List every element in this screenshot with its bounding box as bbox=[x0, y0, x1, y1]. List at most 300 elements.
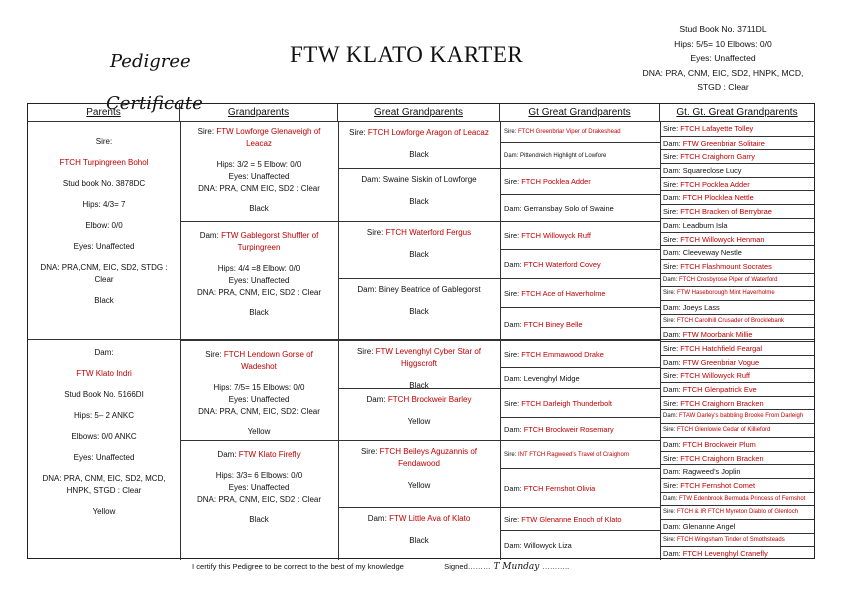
gt-great-grandparent-label: Sire: bbox=[504, 177, 520, 186]
gt-gt-great-grandparent-name-line bbox=[663, 247, 742, 258]
grandparent-label: Dam: bbox=[199, 231, 219, 240]
grandparent-eyes: Eyes: Unaffected bbox=[228, 276, 290, 285]
gt-great-grandparent-name-line bbox=[504, 319, 582, 331]
dna-status: DNA: PRA, CNM, EIC, SD2, HNPK, MCD, bbox=[642, 67, 804, 78]
gt-gt-great-grandparent-name: FTW Greenbriar Vogue bbox=[682, 357, 760, 367]
gt-great-grandparent-label: Dam: bbox=[504, 153, 519, 159]
parent-sire bbox=[28, 122, 180, 339]
column-header-great-grandparents: Great Grandparents bbox=[338, 104, 500, 121]
sire-label: Sire: bbox=[95, 137, 113, 146]
sire-dna-continued: Clear bbox=[94, 275, 114, 284]
gt-great-grandparent-cell bbox=[500, 142, 660, 168]
grandparent-name: FTW Gablegorst Shuffler of bbox=[221, 231, 319, 240]
great-grandparent-cell bbox=[338, 168, 500, 221]
gt-great-grandparent-name-line bbox=[504, 259, 601, 271]
grandparent-hips: Hips: 4/4 =8 Elbow: 0/0 bbox=[217, 264, 301, 273]
gt-gt-great-grandparent-name-line bbox=[663, 288, 775, 299]
gt-gt-great-grandparent-name: FTCH Craighorn Bracken bbox=[680, 398, 764, 408]
gt-great-grandparent-name-line bbox=[504, 203, 614, 215]
gt-gt-great-grandparent-name: Squareclose Lucy bbox=[682, 166, 742, 176]
gt-great-grandparent-cell bbox=[500, 530, 660, 560]
great-grandparent-name: Swaine Siskin of Lowforge bbox=[382, 175, 477, 184]
grandparent-hips: Hips: 3/2 = 5 Elbow: 0/0 bbox=[216, 160, 302, 169]
grandparent-hips: Hips: 3/3= 6 Elbows: 0/0 bbox=[215, 471, 303, 480]
gt-gt-great-grandparent-name: Joeys Lass bbox=[682, 302, 720, 312]
gt-gt-great-grandparent-label: Dam: bbox=[663, 138, 681, 148]
gt-great-grandparent-cell bbox=[500, 168, 660, 194]
gt-great-grandparent-name: FTCH Greenbriar Viper of Drakeshead bbox=[518, 129, 621, 135]
gt-gt-great-grandparent-label: Dam: bbox=[663, 248, 681, 258]
dam-label: Dam: bbox=[94, 348, 114, 357]
gt-gt-great-grandparent-label: Dam: bbox=[663, 549, 681, 559]
gt-gt-great-grandparent-name: FTCH Flashmount Socrates bbox=[680, 261, 772, 271]
great-grandparent-label: Dam: bbox=[357, 285, 377, 294]
column-divider bbox=[660, 121, 661, 560]
gt-great-grandparent-name-line bbox=[504, 126, 621, 138]
great-grandparent-name-line bbox=[338, 394, 500, 406]
great-grandparent-cell bbox=[338, 507, 500, 560]
gt-great-grandparent-cell bbox=[500, 194, 660, 221]
gt-gt-great-grandparent-name: FTCH Craighorn Garry bbox=[680, 152, 756, 162]
gt-gt-great-grandparent-cell bbox=[660, 423, 814, 437]
gt-great-grandparent-label: Dam: bbox=[504, 424, 522, 434]
gt-great-grandparent-label: Sire: bbox=[504, 129, 517, 135]
grandparent-color: Black bbox=[249, 515, 269, 524]
certify-statement: I certify this Pedigree to be correct to the best of my knowledge bbox=[192, 562, 404, 571]
gt-great-grandparent-name: Levenghyl Midge bbox=[523, 373, 580, 383]
sire-name: FTCH Turpingreen Bohol bbox=[59, 158, 149, 167]
gt-gt-great-grandparents-column bbox=[660, 122, 814, 560]
gt-gt-great-grandparent-name: FTCH Glenlowie Cedar of Killieford bbox=[677, 427, 771, 434]
dam-dna-continued: HNPK, STGD : Clear bbox=[66, 486, 142, 495]
great-grandparent-label: Dam: bbox=[366, 395, 386, 404]
gt-gt-great-grandparent-label: Dam: bbox=[663, 439, 681, 449]
gt-gt-great-grandparent-cell bbox=[660, 355, 814, 369]
gt-gt-great-grandparent-name: FTW Haseborough Mint Haverholme bbox=[677, 290, 775, 297]
dam-stud-book: Stud Book No. 5166DI bbox=[64, 390, 144, 399]
grandparent-dna: DNA: PRA, CNM, EIC, SD2 : Clear bbox=[196, 288, 322, 297]
gt-great-grandparent-name-line bbox=[504, 424, 614, 436]
gt-gt-great-grandparent-label: Sire: bbox=[663, 427, 676, 434]
gt-great-grandparent-name: FTCH Pocklea Adder bbox=[521, 177, 591, 186]
gt-great-grandparent-label: Sire: bbox=[504, 514, 520, 524]
grandparent-label: Sire: bbox=[205, 350, 222, 359]
dam-eyes: Eyes: Unaffected bbox=[73, 453, 135, 462]
gt-gt-great-grandparent-name-line bbox=[663, 220, 728, 231]
great-grandparent-label: Sire: bbox=[366, 228, 384, 237]
gt-gt-great-grandparent-name-line bbox=[663, 275, 778, 286]
gt-gt-great-grandparent-cell bbox=[660, 300, 814, 314]
great-grandparent-label: Dam: bbox=[361, 175, 381, 184]
gt-gt-great-grandparent-cell bbox=[660, 409, 814, 423]
signed-label: Signed……… bbox=[444, 562, 491, 571]
gt-gt-great-grandparent-label: Dam: bbox=[663, 413, 678, 420]
gt-gt-great-grandparent-cell bbox=[660, 437, 814, 451]
certificate-word-certificate: Certificate bbox=[106, 93, 203, 114]
gt-gt-great-grandparent-label: Sire: bbox=[663, 453, 679, 463]
great-grandparent-color: Black bbox=[409, 381, 429, 390]
gt-gt-great-grandparent-label: Sire: bbox=[663, 152, 679, 162]
dog-name-title: FTW KLATO KARTER bbox=[290, 42, 524, 67]
great-grandparent-name-continued: Fendawood bbox=[398, 459, 440, 468]
sire-elbow: Elbow: 0/0 bbox=[85, 221, 123, 230]
gt-gt-great-grandparent-name-line bbox=[663, 179, 750, 190]
gt-gt-great-grandparent-label: Sire: bbox=[663, 207, 679, 217]
gt-gt-great-grandparent-label: Dam: bbox=[663, 385, 681, 395]
grandparent-color: Yellow bbox=[247, 427, 271, 436]
gt-gt-great-grandparent-name: FTCH Hatchfield Feargal bbox=[680, 344, 762, 353]
gt-great-grandparent-name: FTCH Ace of Haverholme bbox=[521, 288, 606, 298]
gt-gt-great-grandparent-cell bbox=[660, 492, 814, 506]
gt-gt-great-grandparent-name: FTW Moorbank Millie bbox=[682, 330, 753, 340]
gt-gt-great-grandparent-name-line bbox=[663, 453, 764, 464]
gt-gt-great-grandparent-name: FTCH Pocklea Adder bbox=[680, 179, 750, 189]
gt-gt-great-grandparent-name-line bbox=[663, 206, 772, 217]
great-grandparent-color: Black bbox=[409, 197, 429, 206]
gt-great-grandparent-label: Dam: bbox=[504, 259, 522, 269]
gt-gt-great-grandparent-name: FTCH Willowyck Henman bbox=[680, 234, 765, 244]
gt-gt-great-grandparent-label: Sire: bbox=[663, 179, 679, 189]
gt-gt-great-grandparent-name: Glenanne Angel bbox=[682, 521, 736, 531]
grandparent-name: FTCH Lendown Gorse of bbox=[223, 350, 313, 359]
gt-great-grandparent-cell bbox=[500, 507, 660, 530]
gt-gt-great-grandparent-cell bbox=[660, 505, 814, 519]
gt-gt-great-grandparent-name: FTCH Levenghyl Cranefly bbox=[682, 549, 768, 559]
gt-great-grandparent-name-line bbox=[504, 514, 622, 526]
gt-great-grandparent-name-line bbox=[504, 373, 580, 385]
stud-book-number: Stud Book No. 3711DL bbox=[679, 24, 767, 34]
gt-gt-great-grandparent-name: FTCH Plocklea Nettle bbox=[682, 193, 754, 203]
gt-gt-great-grandparent-name: Cleeveway Nestle bbox=[682, 248, 742, 258]
great-grandparent-name-line bbox=[338, 513, 500, 525]
gt-gt-great-grandparent-cell bbox=[660, 163, 814, 177]
great-grandparent-name: FTW Little Ava of Klato bbox=[389, 514, 471, 523]
gt-gt-great-grandparent-cell bbox=[660, 382, 814, 396]
gt-great-grandparent-name-line bbox=[504, 483, 595, 495]
gt-gt-great-grandparent-cell bbox=[660, 218, 814, 232]
gt-great-grandparent-name: INT FTCH Ragweed’s Travel of Craighorn bbox=[518, 452, 630, 458]
gt-gt-great-grandparent-name: FTW Edenbrook Bermuda Princess of Fernshot bbox=[679, 495, 806, 502]
subject-health-summary bbox=[628, 22, 818, 95]
gt-gt-great-grandparent-name: FTCH Glenpatrick Eve bbox=[682, 385, 757, 395]
gt-great-grandparent-label: Sire: bbox=[504, 349, 520, 359]
dam-hips: Hips: 5– 2 ANKC bbox=[73, 411, 135, 420]
sire-eyes: Eyes: Unaffected bbox=[73, 242, 135, 251]
gt-gt-great-grandparent-label: Dam: bbox=[663, 220, 681, 230]
grandparent-label: Sire: bbox=[197, 127, 215, 136]
column-header-gt-gt-great-grandparents: Gt. Gt. Great Grandparents bbox=[676, 107, 798, 118]
great-grandparent-color: Black bbox=[409, 307, 429, 316]
hips-elbows: Hips: 5/5= 10 Elbows: 0/0 bbox=[674, 38, 772, 49]
certification-footer bbox=[192, 562, 569, 572]
gt-gt-great-grandparent-label: Sire: bbox=[663, 344, 679, 353]
gt-gt-great-grandparent-name: FTCH & IR FTCH Myreton Diablo of Glenloch bbox=[677, 509, 799, 516]
gt-great-grandparent-name: Pittendreich Highlight of Lowfore bbox=[520, 153, 607, 159]
gt-gt-great-grandparent-name-line bbox=[663, 480, 755, 491]
gt-gt-great-grandparent-name-line bbox=[663, 316, 784, 327]
gt-gt-great-grandparent-name-line bbox=[663, 411, 803, 422]
gt-gt-great-grandparent-label: Sire: bbox=[663, 398, 679, 408]
gt-great-grandparent-name: FTW Glenanne Enoch of Klato bbox=[521, 514, 622, 524]
gt-great-grandparent-name: FTCH Darleigh Thunderbolt bbox=[521, 398, 612, 408]
grandparent-name-line bbox=[180, 449, 338, 461]
great-grandparent-color: Black bbox=[409, 536, 429, 545]
gt-gt-great-grandparent-cell bbox=[660, 368, 814, 382]
gt-gt-great-grandparent-name: FTCH Craighorn Bracken bbox=[680, 453, 764, 463]
gt-gt-great-grandparent-name: FTCH Brockweir Plum bbox=[682, 439, 756, 449]
signature: T Munday bbox=[490, 562, 543, 572]
gt-gt-great-grandparent-label: Sire: bbox=[663, 261, 679, 271]
grandparent-cell bbox=[180, 122, 338, 221]
great-grandparent-cell bbox=[338, 278, 500, 340]
gt-gt-great-grandparent-name-line bbox=[663, 425, 770, 436]
gt-gt-great-grandparent-name-line bbox=[663, 302, 720, 313]
sire-dam-divider bbox=[28, 339, 814, 340]
gt-gt-great-grandparent-name-line bbox=[663, 548, 768, 559]
gt-gt-great-grandparent-name-line bbox=[663, 165, 741, 176]
gt-gt-great-grandparent-name-line bbox=[663, 357, 759, 368]
gt-gt-great-grandparent-cell bbox=[660, 136, 814, 150]
dam-elbows: Elbows: 0/0 ANKC bbox=[71, 432, 137, 441]
gt-gt-great-grandparent-cell bbox=[660, 122, 814, 136]
column-divider bbox=[180, 121, 181, 560]
great-grandparent-name: FTW Levenghyl Cyber Star of bbox=[375, 347, 482, 356]
gt-gt-great-grandparent-cell bbox=[660, 396, 814, 410]
grandparent-eyes: Eyes: Unaffected bbox=[228, 483, 290, 492]
gt-gt-great-grandparent-cell bbox=[660, 341, 814, 355]
column-header-grandparents: Grandparents bbox=[180, 104, 338, 121]
great-grandparent-cell bbox=[338, 221, 500, 278]
gt-gt-great-grandparent-cell bbox=[660, 519, 814, 533]
certificate-word-pedigree: Pedigree bbox=[110, 51, 191, 72]
gt-great-grandparent-label: Sire: bbox=[504, 288, 520, 298]
gt-gt-great-grandparent-name-line bbox=[663, 234, 764, 245]
grandparent-name-continued: Wadeshot bbox=[241, 362, 277, 371]
great-grandparent-cell bbox=[338, 440, 500, 507]
gt-great-grandparent-label: Dam: bbox=[504, 373, 522, 383]
gt-gt-great-grandparent-label: Dam: bbox=[663, 276, 678, 283]
great-grandparent-color: Black bbox=[409, 250, 429, 259]
sire-hips: Hips: 4/3= 7 bbox=[82, 200, 126, 209]
grandparent-eyes: Eyes: Unaffected bbox=[228, 172, 290, 181]
gt-great-grandparent-cell bbox=[500, 367, 660, 388]
gt-gt-great-grandparent-cell bbox=[660, 533, 814, 547]
gt-gt-great-grandparent-cell bbox=[660, 546, 814, 560]
dam-name: FTW Klato Indri bbox=[76, 369, 132, 378]
grandparent-label: Dam: bbox=[217, 450, 237, 459]
grandparent-cell bbox=[180, 440, 338, 560]
gt-gt-great-grandparent-name: FTCH Willowyck Ruff bbox=[680, 371, 750, 381]
great-grandparent-cell bbox=[338, 388, 500, 440]
gt-gt-great-grandparent-name-line bbox=[663, 466, 741, 477]
gt-great-grandparent-label: Sire: bbox=[504, 398, 520, 408]
grandparents-column bbox=[180, 122, 338, 560]
gt-gt-great-grandparent-label: Sire: bbox=[663, 234, 679, 244]
sire-dna: DNA: PRA,CNM, EIC, SD2, STDG : bbox=[40, 263, 168, 272]
gt-gt-great-grandparent-name-line bbox=[663, 343, 762, 354]
grandparent-cell bbox=[180, 221, 338, 340]
great-grandparent-name: FTCH Lowforge Aragon of Leacaz bbox=[367, 128, 489, 137]
gt-gt-great-grandparent-label: Sire: bbox=[663, 536, 676, 543]
column-divider bbox=[338, 121, 339, 560]
gt-gt-great-grandparent-name-line bbox=[663, 535, 785, 546]
gt-great-grandparent-label: Dam: bbox=[504, 319, 522, 329]
gt-great-grandparent-name: FTCH Emmawood Drake bbox=[521, 349, 604, 359]
gt-great-grandparent-label: Dam: bbox=[504, 541, 522, 550]
gt-gt-great-grandparent-name-line bbox=[663, 151, 755, 162]
dam-color: Yellow bbox=[92, 507, 116, 516]
gt-great-grandparent-label: Dam: bbox=[504, 483, 522, 493]
gt-great-grandparent-name: FTCH Brockweir Rosemary bbox=[523, 424, 614, 434]
gt-gt-great-grandparent-name: FTCH Lafayette Tolley bbox=[680, 124, 754, 133]
grandparent-dna: DNA: PRA, CNM EIC, SD2 : Clear bbox=[198, 184, 320, 193]
gt-gt-great-grandparent-name-line bbox=[663, 507, 798, 518]
grandparent-color: Black bbox=[249, 308, 269, 317]
gt-great-grandparent-label: Sire: bbox=[504, 452, 517, 458]
great-grandparent-label: Sire: bbox=[360, 447, 378, 456]
dam-dna: DNA: PRA, CNM, EIC, SD2, MCD, bbox=[42, 474, 166, 483]
great-grandparent-cell bbox=[338, 122, 500, 168]
great-grandparent-name-line bbox=[338, 346, 500, 358]
gt-gt-great-grandparent-name-line bbox=[663, 439, 756, 450]
eyes-status: Eyes: Unaffected bbox=[690, 53, 756, 64]
great-grandparent-name: FTCH Waterford Fergus bbox=[385, 228, 472, 237]
gt-great-grandparent-name-line bbox=[504, 176, 591, 188]
gt-great-grandparent-name-line bbox=[504, 398, 612, 410]
sire-color: Black bbox=[94, 296, 114, 305]
grandparent-dna: DNA: PRA, CNM, EIC, SD2 : Clear bbox=[196, 495, 322, 504]
great-grandparent-name: FTCH Brockweir Barley bbox=[387, 395, 472, 404]
gt-gt-great-grandparent-name: FTCH Fernshot Comet bbox=[680, 480, 756, 490]
grandparent-hips: Hips: 7/5= 15 Elbows: 0/0 bbox=[213, 383, 305, 392]
grandparent-name-line bbox=[180, 126, 338, 138]
pedigree-table bbox=[27, 103, 815, 559]
grandparent-name-continued: Leacaz bbox=[246, 139, 272, 148]
gt-great-grandparent-cell bbox=[500, 388, 660, 417]
gt-gt-great-grandparent-cell bbox=[660, 204, 814, 218]
gt-gt-great-grandparent-name-line bbox=[663, 370, 750, 381]
gt-great-grandparent-name-line bbox=[504, 540, 572, 552]
gt-gt-great-grandparent-label: Sire: bbox=[663, 124, 679, 133]
great-grandparent-color: Black bbox=[409, 150, 429, 159]
great-grandparent-name-line bbox=[338, 446, 500, 458]
gt-great-grandparent-cell bbox=[500, 440, 660, 468]
gt-great-grandparent-cell bbox=[500, 468, 660, 507]
signature-dots: ……….. bbox=[542, 562, 570, 571]
gt-gt-great-grandparent-name-line bbox=[663, 398, 764, 409]
gt-great-grandparent-name: FTCH Waterford Covey bbox=[523, 259, 601, 269]
gt-great-grandparent-name-line bbox=[504, 230, 591, 242]
gt-great-grandparents-column bbox=[500, 122, 660, 560]
gt-great-grandparent-name-line bbox=[504, 449, 629, 461]
gt-gt-great-grandparent-label: Dam: bbox=[663, 193, 681, 203]
gt-great-grandparent-cell bbox=[500, 249, 660, 278]
gt-gt-great-grandparent-label: Dam: bbox=[663, 357, 681, 367]
great-grandparent-color: Yellow bbox=[407, 481, 431, 490]
gt-gt-great-grandparent-label: Dam: bbox=[663, 330, 681, 340]
gt-gt-great-grandparent-label: Sire: bbox=[663, 317, 676, 324]
great-grandparents-column bbox=[338, 122, 500, 560]
column-header-gt-great-grandparents: Gt Great Grandparents bbox=[500, 104, 660, 121]
gt-gt-great-grandparent-name-line bbox=[663, 138, 765, 149]
gt-gt-great-grandparent-label: Sire: bbox=[663, 371, 679, 381]
gt-great-grandparent-cell bbox=[500, 417, 660, 440]
gt-gt-great-grandparent-cell bbox=[660, 190, 814, 204]
gt-gt-great-grandparent-cell bbox=[660, 451, 814, 465]
gt-great-grandparent-name-line bbox=[504, 288, 605, 300]
great-grandparent-name-line bbox=[338, 174, 500, 186]
gt-great-grandparent-cell bbox=[500, 221, 660, 249]
gt-gt-great-grandparent-cell bbox=[660, 478, 814, 492]
grandparent-name-line bbox=[180, 230, 338, 242]
grandparent-color: Black bbox=[249, 204, 269, 213]
gt-gt-great-grandparent-cell bbox=[660, 245, 814, 259]
great-grandparent-label: Dam: bbox=[367, 514, 387, 523]
great-grandparent-cell bbox=[338, 340, 500, 388]
gt-gt-great-grandparent-label: Dam: bbox=[663, 495, 678, 502]
grandparent-name-continued: Turpingreen bbox=[237, 243, 281, 252]
great-grandparent-name-line bbox=[338, 227, 500, 239]
great-grandparent-color: Yellow bbox=[407, 417, 431, 426]
great-grandparent-name-line bbox=[338, 284, 500, 296]
gt-gt-great-grandparent-name-line bbox=[663, 192, 754, 203]
grandparent-eyes: Eyes: Unaffected bbox=[228, 395, 290, 404]
gt-gt-great-grandparent-cell bbox=[660, 232, 814, 246]
gt-gt-great-grandparent-name-line bbox=[663, 384, 757, 395]
grandparent-cell bbox=[180, 340, 338, 440]
gt-gt-great-grandparent-name-line bbox=[663, 261, 772, 272]
gt-gt-great-grandparent-cell bbox=[660, 259, 814, 273]
gt-great-grandparent-name: FTCH Fernshot Olivia bbox=[523, 483, 596, 493]
gt-gt-great-grandparent-label: Dam: bbox=[663, 467, 681, 477]
great-grandparent-name-line bbox=[338, 127, 500, 139]
gt-gt-great-grandparent-name: FTAW Darley's babbling Brooke From Darleigh bbox=[679, 413, 804, 420]
gt-gt-great-grandparent-label: Sire: bbox=[663, 480, 679, 490]
gt-gt-great-grandparent-name-line bbox=[663, 494, 805, 505]
gt-gt-great-grandparent-name: FTCH Wingsham Tinder of Smothsteads bbox=[677, 536, 785, 543]
great-grandparent-label: Sire: bbox=[349, 128, 366, 137]
gt-great-grandparent-cell bbox=[500, 122, 660, 142]
gt-gt-great-grandparent-name: FTW Greenbriar Solitaire bbox=[682, 138, 765, 148]
gt-gt-great-grandparent-name: FTCH Crosbyrose Piper of Waterford bbox=[679, 276, 778, 283]
gt-great-grandparent-cell bbox=[500, 307, 660, 340]
gt-great-grandparent-name: Gerransbay Solo of Swaine bbox=[523, 203, 614, 213]
gt-gt-great-grandparent-cell bbox=[660, 286, 814, 300]
gt-gt-great-grandparent-label: Sire: bbox=[663, 509, 676, 516]
gt-gt-great-grandparent-name: Ragweed’s Joplin bbox=[682, 467, 741, 477]
gt-gt-great-grandparent-name-line bbox=[663, 123, 753, 134]
gt-gt-great-grandparent-name: FTCH Bracken of Berrybrae bbox=[680, 207, 772, 217]
column-header-parents: Parents bbox=[28, 104, 180, 121]
gt-gt-great-grandparent-cell bbox=[660, 314, 814, 328]
gt-great-grandparent-name: FTCH Biney Belle bbox=[523, 319, 583, 329]
great-grandparent-label: Sire: bbox=[356, 347, 374, 356]
gt-gt-great-grandparent-cell bbox=[660, 464, 814, 478]
gt-gt-great-grandparent-cell bbox=[660, 273, 814, 287]
gt-great-grandparent-name: FTCH Willowyck Ruff bbox=[521, 231, 591, 240]
gt-great-grandparent-label: Sire: bbox=[504, 231, 520, 240]
gt-great-grandparent-name: Willowyck Liza bbox=[523, 541, 572, 550]
gt-gt-great-grandparent-cell bbox=[660, 177, 814, 191]
gt-gt-great-grandparent-name: FTCH Carolhill Crusader of Brocklebank bbox=[677, 317, 785, 324]
gt-gt-great-grandparent-label: Dam: bbox=[663, 302, 681, 312]
gt-great-grandparent-label: Dam: bbox=[504, 203, 522, 213]
gt-great-grandparent-cell bbox=[500, 340, 660, 367]
parent-dam bbox=[28, 340, 180, 560]
dna-status-continued: STGD : Clear bbox=[697, 82, 749, 93]
grandparent-name: FTW Lowforge Glenaveigh of bbox=[216, 127, 321, 136]
gt-gt-great-grandparent-cell bbox=[660, 149, 814, 163]
